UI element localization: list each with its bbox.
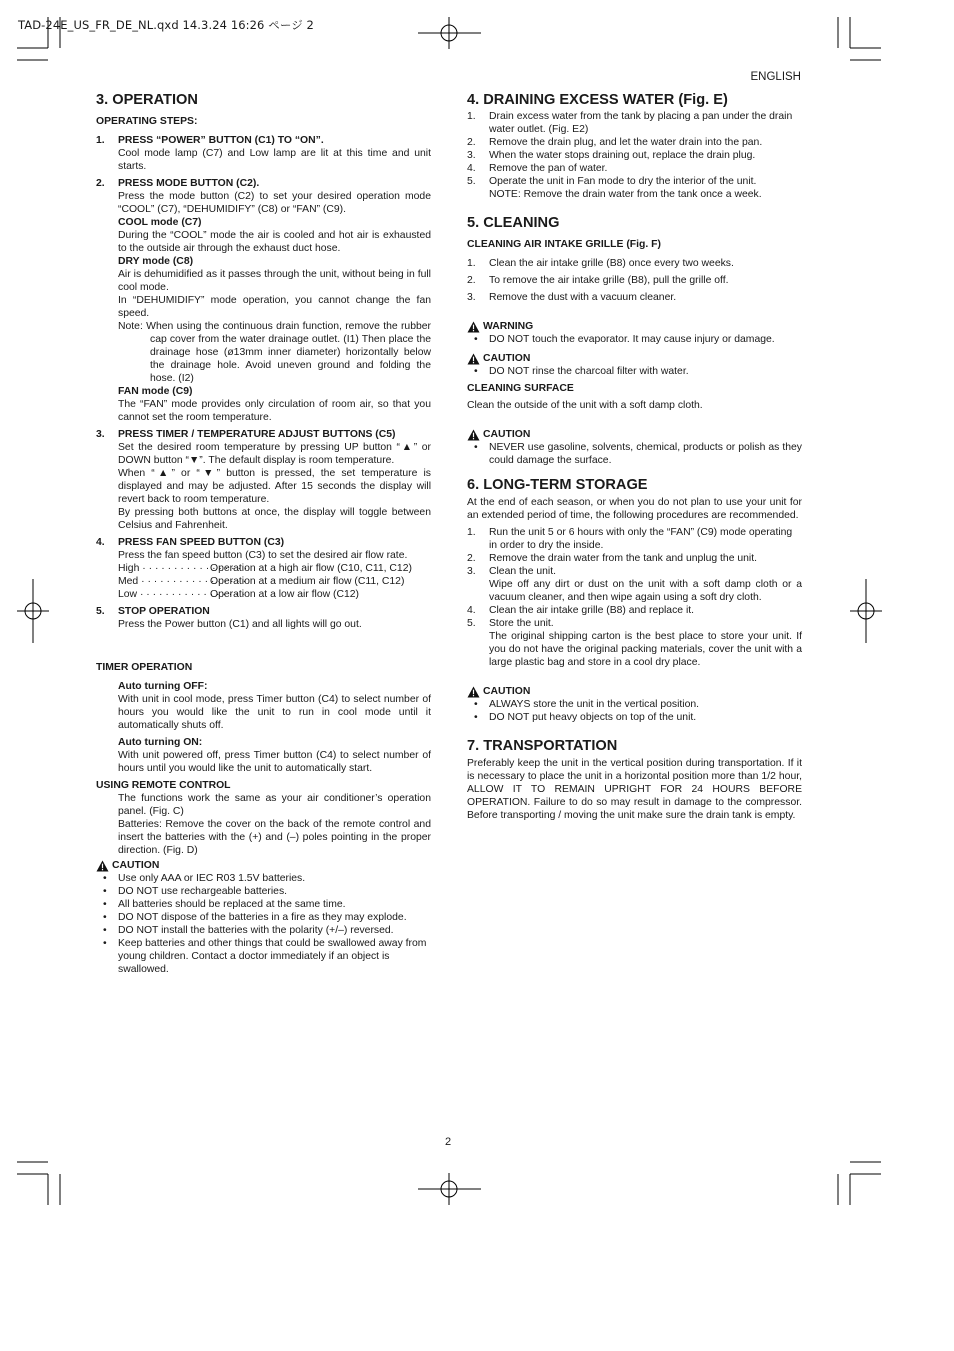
warning-triangle-icon [467, 353, 480, 365]
cleaning-list [467, 257, 802, 304]
fan-speed-high [118, 562, 431, 575]
transport-text: Preferably keep the unit in the vertical position during transportation. If it is necessary to place the unit in a horizontal position more than 1/2 hour, ALLOW IT TO REMAIN UPRIGHT FOR 24 HOURS BEFORE OPERATION. Failure to do so may result in damage to the compressor. Before transporting / moving the unit make sure the drain tank is empty. [467, 758, 802, 821]
page-number: 2 [445, 1136, 452, 1148]
list-item: • DO NOT rinse the charcoal filter with water. [467, 365, 802, 378]
fan-speed-low [118, 588, 431, 601]
cleaning-caution [467, 352, 802, 365]
grille-heading: CLEANING AIR INTAKE GRILLE (Fig. F) [467, 239, 661, 250]
step-number: 2. [96, 178, 105, 189]
warning-label: WARNING [483, 321, 534, 332]
fan-speed-med [118, 575, 431, 588]
fan-speed-text: Operation at a medium air flow (C11, C12) [210, 576, 405, 587]
list-item: 4. Remove the pan of water. [467, 163, 608, 174]
list-item: • Keep batteries and other things that could be swallowed away from young children. Contact a doctor immediately if an object is swallowed. [96, 937, 431, 976]
step-1 [96, 134, 431, 173]
draining-title: 4. DRAINING EXCESS WATER (Fig. E) [467, 92, 728, 108]
cool-mode-text: During the “COOL” mode the air is cooled and hot air is exhausted to the outside air through the exhaust duct hose. [118, 230, 431, 254]
step-4 [96, 536, 431, 601]
list-item: 1. Clean the air intake grille (B8) once every two weeks. [467, 258, 734, 269]
storage-caution [467, 685, 802, 698]
cleaning-title: 5. CLEANING [467, 215, 560, 231]
step-text: Press the fan speed button (C3) to set the desired air flow rate. [118, 550, 408, 561]
list-item: • Use only AAA or IEC R03 1.5V batteries. [96, 872, 431, 885]
fan-mode-text: The “FAN” mode provides only circulation of room air, so that you cannot set the room temperature. [118, 399, 431, 423]
step-number: 3. [96, 429, 105, 440]
cool-mode-label: COOL mode (C7) [118, 217, 202, 228]
warning-list [467, 333, 802, 346]
warning-triangle-icon [96, 860, 109, 872]
surface-caution-list [467, 441, 802, 467]
right-column [467, 92, 802, 822]
warning-triangle-icon [467, 429, 480, 441]
step-number: 1. [96, 135, 105, 146]
remote-caution [96, 859, 431, 872]
operating-steps-heading: OPERATING STEPS: [96, 116, 198, 127]
surface-caution [467, 428, 802, 441]
list-item: • NEVER use gasoline, solvents, chemical, products or polish as they could damage the surface. [467, 441, 802, 467]
file-info: TAD-24E_US_FR_DE_NL.qxd 14.3.24 16:26 ページ 2 [18, 18, 314, 32]
left-column [96, 92, 431, 976]
list-item: 3. Remove the dust with a vacuum cleaner. [467, 292, 677, 303]
dry-mode-text-2: In “DEHUMIDIFY” mode operation, you cannot change the fan speed. [118, 295, 431, 319]
caution-list [467, 365, 802, 378]
auto-on-label: Auto turning ON: [118, 737, 203, 748]
step-title: PRESS “POWER” BUTTON (C1) TO “ON”. [118, 135, 324, 146]
step-text: Cool mode lamp (C7) and Low lamp are lit at this time and unit starts. [118, 148, 431, 172]
cleaning-warning [467, 320, 802, 333]
caution-label: CAUTION [483, 686, 531, 697]
remote-batteries-text: Batteries: Remove the cover on the back of the remote control and insert the batteries with the (+) and (–) poles pointing in the proper direction. (Fig. D) [118, 819, 431, 856]
list-item: 3. When the water stops draining out, replace the drain plug. [467, 150, 756, 161]
language-label: ENGLISH [750, 71, 801, 83]
list-item: 5. Operate the unit in Fan mode to dry the interior of the unit. [467, 176, 757, 187]
draining-note: NOTE: Remove the drain water from the tank once a week. [489, 189, 762, 200]
fan-speed-label: Low · · · · · · · · · · · · · · · · · [118, 589, 245, 600]
storage-title: 6. LONG-TERM STORAGE [467, 477, 648, 493]
operation-title: 3. OPERATION [96, 92, 198, 108]
step-text: Press the mode button (C2) to set your desired operation mode “COOL” (C7), “DEHUMIDIFY” (C8) or “FAN” (C9). [118, 191, 431, 215]
list-item: • ALWAYS store the unit in the vertical position. [467, 698, 802, 711]
list-item: • DO NOT use rechargeable batteries. [96, 885, 431, 898]
step-2 [96, 177, 431, 424]
step-title: PRESS MODE BUTTON (C2). [118, 178, 260, 189]
transport-title: 7. TRANSPORTATION [467, 738, 618, 754]
step-text: Press the Power button (C1) and all lights will go out. [118, 619, 362, 630]
caution-label: CAUTION [483, 429, 531, 440]
auto-off-text: With unit in cool mode, press Timer button (C4) to select number of hours you would like the unit to run in cool mode until it automatically shuts off. [118, 694, 431, 731]
list-item: 2. Remove the drain water from the tank and unplug the unit. [467, 553, 758, 564]
warning-triangle-icon [467, 686, 480, 698]
remote-heading: USING REMOTE CONTROL [96, 780, 231, 791]
caution-label: CAUTION [112, 860, 160, 871]
fan-speed-label: Med · · · · · · · · · · · · · · · · · [118, 576, 247, 587]
dry-mode-note: Note: When using the continuous drain function, remove the rubber cap cover from the water drainage outlet. (I1) Then place the drainage hose (ø13mm inner diameter) horizontally below the drainage hole. Avoid uneven ground and folding the hose. (I2) [118, 321, 431, 384]
surface-text: Clean the outside of the unit with a soft damp cloth. [467, 400, 703, 411]
list-item: 3. Clean the unit. Wipe off any dirt or dust on the unit with a soft damp cloth or a vacuum cleaner, and then wipe again using a soft dry cloth. [467, 566, 802, 603]
list-item: 1. Drain excess water from the tank by placing a pan under the drain water outlet. (Fig. E2) [467, 111, 793, 135]
draining-list [467, 110, 802, 188]
list-item: • DO NOT put heavy objects on top of the unit. [467, 711, 802, 724]
step-title: STOP OPERATION [118, 606, 210, 617]
list-item: 2. To remove the air intake grille (B8), pull the grille off. [467, 275, 729, 286]
step-text: Set the desired room temperature by pressing UP button “▲” or DOWN button “▼”. The default display is room temperature. [118, 442, 431, 466]
auto-off-label: Auto turning OFF: [118, 681, 208, 692]
step-text-2: When “▲” or “▼” button is pressed, the set temperature is displayed and may be adjusted. After 15 seconds the display will revert back to room temperature. [118, 468, 431, 505]
dry-mode-text: Air is dehumidified as it passes through the unit, without being in full cool mode. [118, 269, 431, 293]
list-item: 1. Run the unit 5 or 6 hours with only the “FAN” (C9) mode operating in order to dry the inside. [467, 527, 793, 551]
list-item: • DO NOT dispose of the batteries in a fire as they may explode. [96, 911, 431, 924]
fan-speed-label: High · · · · · · · · · · · · · · · · · [118, 563, 248, 574]
list-item: 5. Store the unit. The original shipping carton is the best place to store your unit. If you do not have the original packing materials, cover the unit with a large plastic bag and store in a cool dry place. [467, 618, 802, 668]
storage-caution-list [467, 698, 802, 724]
step-text-3: By pressing both buttons at once, the display will toggle between Celsius and Fahrenheit. [118, 507, 431, 531]
list-item: • DO NOT touch the evaporator. It may cause injury or damage. [467, 333, 802, 346]
list-item: 4. Clean the air intake grille (B8) and replace it. [467, 605, 695, 616]
step-number: 5. [96, 606, 105, 617]
battery-cautions [96, 872, 431, 976]
fan-mode-label: FAN mode (C9) [118, 386, 193, 397]
dry-mode-label: DRY mode (C8) [118, 256, 194, 267]
warning-triangle-icon [467, 321, 480, 333]
list-item: • DO NOT install the batteries with the polarity (+/–) reversed. [96, 924, 431, 937]
step-number: 4. [96, 537, 105, 548]
step-3 [96, 428, 431, 532]
list-item: • All batteries should be replaced at the same time. [96, 898, 431, 911]
auto-on-text: With unit powered off, press Timer button (C4) to select number of hours until you would like the unit to automatically start. [118, 750, 431, 774]
caution-label: CAUTION [483, 353, 531, 364]
remote-text: The functions work the same as your air conditioner’s operation panel. (Fig. C) [118, 793, 431, 817]
fan-speed-text: Operation at a low air flow (C12) [210, 589, 359, 600]
storage-intro: At the end of each season, or when you do not plan to use your unit for an extended period of time, the following procedures are recommended. [467, 497, 802, 521]
surface-heading: CLEANING SURFACE [467, 383, 574, 394]
step-title: PRESS FAN SPEED BUTTON (C3) [118, 537, 285, 548]
storage-list [467, 526, 802, 669]
step-5 [96, 605, 431, 631]
fan-speed-text: Operation at a high air flow (C10, C11, C12) [210, 563, 412, 574]
timer-heading: TIMER OPERATION [96, 662, 193, 673]
list-item: 2. Remove the drain plug, and let the water drain into the pan. [467, 137, 763, 148]
step-title: PRESS TIMER / TEMPERATURE ADJUST BUTTONS (C5) [118, 429, 396, 440]
